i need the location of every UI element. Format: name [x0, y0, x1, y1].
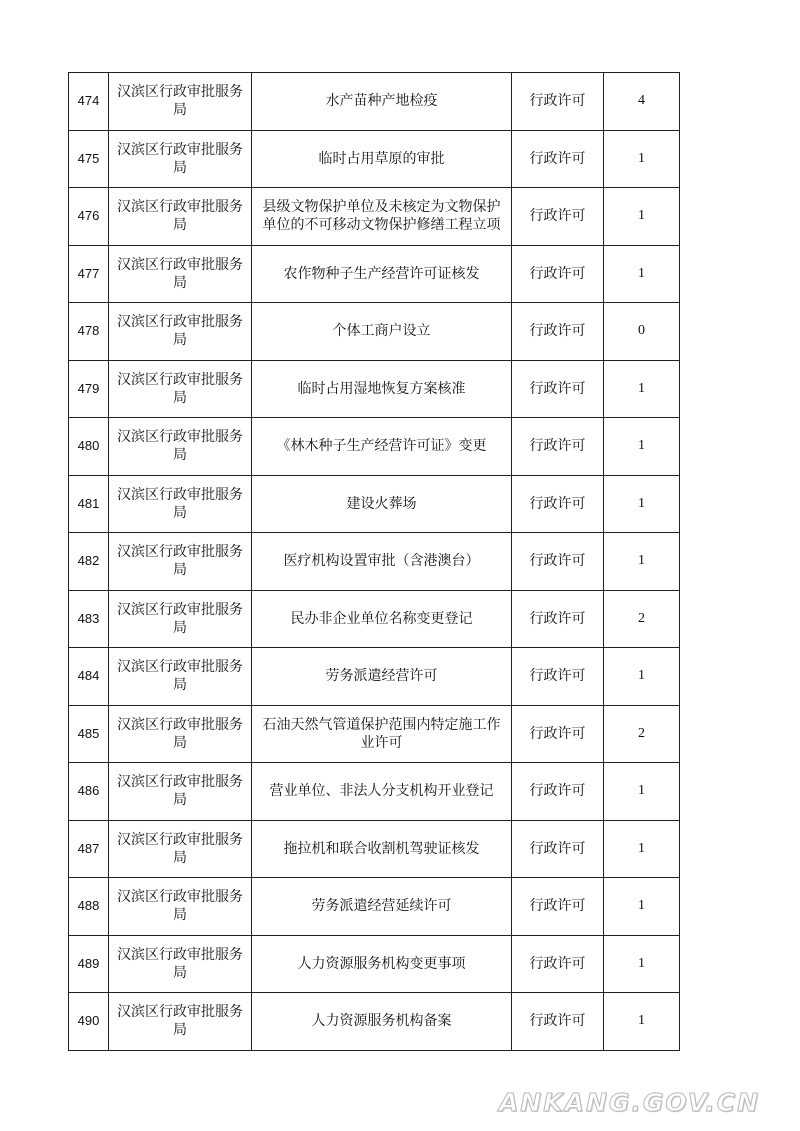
table-row: [69, 130, 680, 188]
row-number: 475: [69, 130, 109, 188]
count-cell: 1: [604, 648, 680, 706]
permit-type-cell: 行政许可: [512, 820, 604, 878]
row-number: 474: [69, 73, 109, 131]
row-number: 479: [69, 360, 109, 418]
table-row: [69, 303, 680, 361]
item-name-cell: 《林木种子生产经营许可证》变更: [252, 418, 512, 476]
permit-type-cell: 行政许可: [512, 130, 604, 188]
table-row: [69, 418, 680, 476]
item-name-cell: 建设火葬场: [252, 475, 512, 533]
permit-table-body: [69, 73, 680, 1051]
row-number: 488: [69, 878, 109, 936]
item-name-cell: 医疗机构设置审批（含港澳台）: [252, 533, 512, 591]
department-cell: 汉滨区行政审批服务局: [109, 245, 252, 303]
permit-type-cell: 行政许可: [512, 360, 604, 418]
row-number: 487: [69, 820, 109, 878]
row-number: 476: [69, 188, 109, 246]
permit-type-cell: 行政许可: [512, 648, 604, 706]
permit-table: [68, 72, 680, 1051]
permit-type-cell: 行政许可: [512, 935, 604, 993]
permit-type-cell: 行政许可: [512, 590, 604, 648]
count-cell: 1: [604, 935, 680, 993]
table-row: [69, 590, 680, 648]
item-name-cell: 县级文物保护单位及未核定为文物保护单位的不可移动文物保护修缮工程立项: [252, 188, 512, 246]
item-name-cell: 劳务派遣经营延续许可: [252, 878, 512, 936]
permit-type-cell: 行政许可: [512, 303, 604, 361]
permit-type-cell: 行政许可: [512, 993, 604, 1051]
department-cell: 汉滨区行政审批服务局: [109, 878, 252, 936]
count-cell: 1: [604, 820, 680, 878]
table-row: [69, 245, 680, 303]
permit-type-cell: 行政许可: [512, 763, 604, 821]
count-cell: 2: [604, 705, 680, 763]
row-number: 482: [69, 533, 109, 591]
permit-type-cell: 行政许可: [512, 73, 604, 131]
count-cell: 0: [604, 303, 680, 361]
row-number: 484: [69, 648, 109, 706]
item-name-cell: 人力资源服务机构备案: [252, 993, 512, 1051]
table-row: [69, 648, 680, 706]
item-name-cell: 民办非企业单位名称变更登记: [252, 590, 512, 648]
department-cell: 汉滨区行政审批服务局: [109, 820, 252, 878]
count-cell: 1: [604, 245, 680, 303]
department-cell: 汉滨区行政审批服务局: [109, 188, 252, 246]
table-row: [69, 188, 680, 246]
permit-type-cell: 行政许可: [512, 188, 604, 246]
item-name-cell: 人力资源服务机构变更事项: [252, 935, 512, 993]
row-number: 483: [69, 590, 109, 648]
item-name-cell: 农作物种子生产经营许可证核发: [252, 245, 512, 303]
row-number: 489: [69, 935, 109, 993]
department-cell: 汉滨区行政审批服务局: [109, 418, 252, 476]
site-watermark: ANKANG.GOV.CN: [498, 1088, 760, 1117]
count-cell: 1: [604, 188, 680, 246]
department-cell: 汉滨区行政审批服务局: [109, 590, 252, 648]
row-number: 478: [69, 303, 109, 361]
count-cell: 1: [604, 763, 680, 821]
row-number: 480: [69, 418, 109, 476]
department-cell: 汉滨区行政审批服务局: [109, 648, 252, 706]
table-row: [69, 763, 680, 821]
department-cell: 汉滨区行政审批服务局: [109, 935, 252, 993]
item-name-cell: 个体工商户设立: [252, 303, 512, 361]
table-row: [69, 935, 680, 993]
table-row: [69, 533, 680, 591]
table-row: [69, 820, 680, 878]
count-cell: 1: [604, 360, 680, 418]
table-row: [69, 993, 680, 1051]
count-cell: 2: [604, 590, 680, 648]
count-cell: 1: [604, 418, 680, 476]
item-name-cell: 营业单位、非法人分支机构开业登记: [252, 763, 512, 821]
department-cell: 汉滨区行政审批服务局: [109, 130, 252, 188]
item-name-cell: 劳务派遣经营许可: [252, 648, 512, 706]
permit-type-cell: 行政许可: [512, 418, 604, 476]
permit-type-cell: 行政许可: [512, 533, 604, 591]
count-cell: 1: [604, 475, 680, 533]
row-number: 490: [69, 993, 109, 1051]
permit-type-cell: 行政许可: [512, 245, 604, 303]
table-row: [69, 878, 680, 936]
permit-type-cell: 行政许可: [512, 878, 604, 936]
count-cell: 4: [604, 73, 680, 131]
department-cell: 汉滨区行政审批服务局: [109, 533, 252, 591]
department-cell: 汉滨区行政审批服务局: [109, 360, 252, 418]
count-cell: 1: [604, 533, 680, 591]
item-name-cell: 石油天然气管道保护范围内特定施工作业许可: [252, 705, 512, 763]
row-number: 481: [69, 475, 109, 533]
item-name-cell: 拖拉机和联合收割机驾驶证核发: [252, 820, 512, 878]
count-cell: 1: [604, 130, 680, 188]
table-row: [69, 705, 680, 763]
permit-type-cell: 行政许可: [512, 475, 604, 533]
permit-type-cell: 行政许可: [512, 705, 604, 763]
item-name-cell: 临时占用草原的审批: [252, 130, 512, 188]
item-name-cell: 临时占用湿地恢复方案核准: [252, 360, 512, 418]
count-cell: 1: [604, 878, 680, 936]
item-name-cell: 水产苗种产地检疫: [252, 73, 512, 131]
table-row: [69, 360, 680, 418]
department-cell: 汉滨区行政审批服务局: [109, 705, 252, 763]
row-number: 486: [69, 763, 109, 821]
department-cell: 汉滨区行政审批服务局: [109, 993, 252, 1051]
row-number: 477: [69, 245, 109, 303]
row-number: 485: [69, 705, 109, 763]
department-cell: 汉滨区行政审批服务局: [109, 303, 252, 361]
department-cell: 汉滨区行政审批服务局: [109, 475, 252, 533]
department-cell: 汉滨区行政审批服务局: [109, 763, 252, 821]
table-row: [69, 73, 680, 131]
table-row: [69, 475, 680, 533]
count-cell: 1: [604, 993, 680, 1051]
department-cell: 汉滨区行政审批服务局: [109, 73, 252, 131]
